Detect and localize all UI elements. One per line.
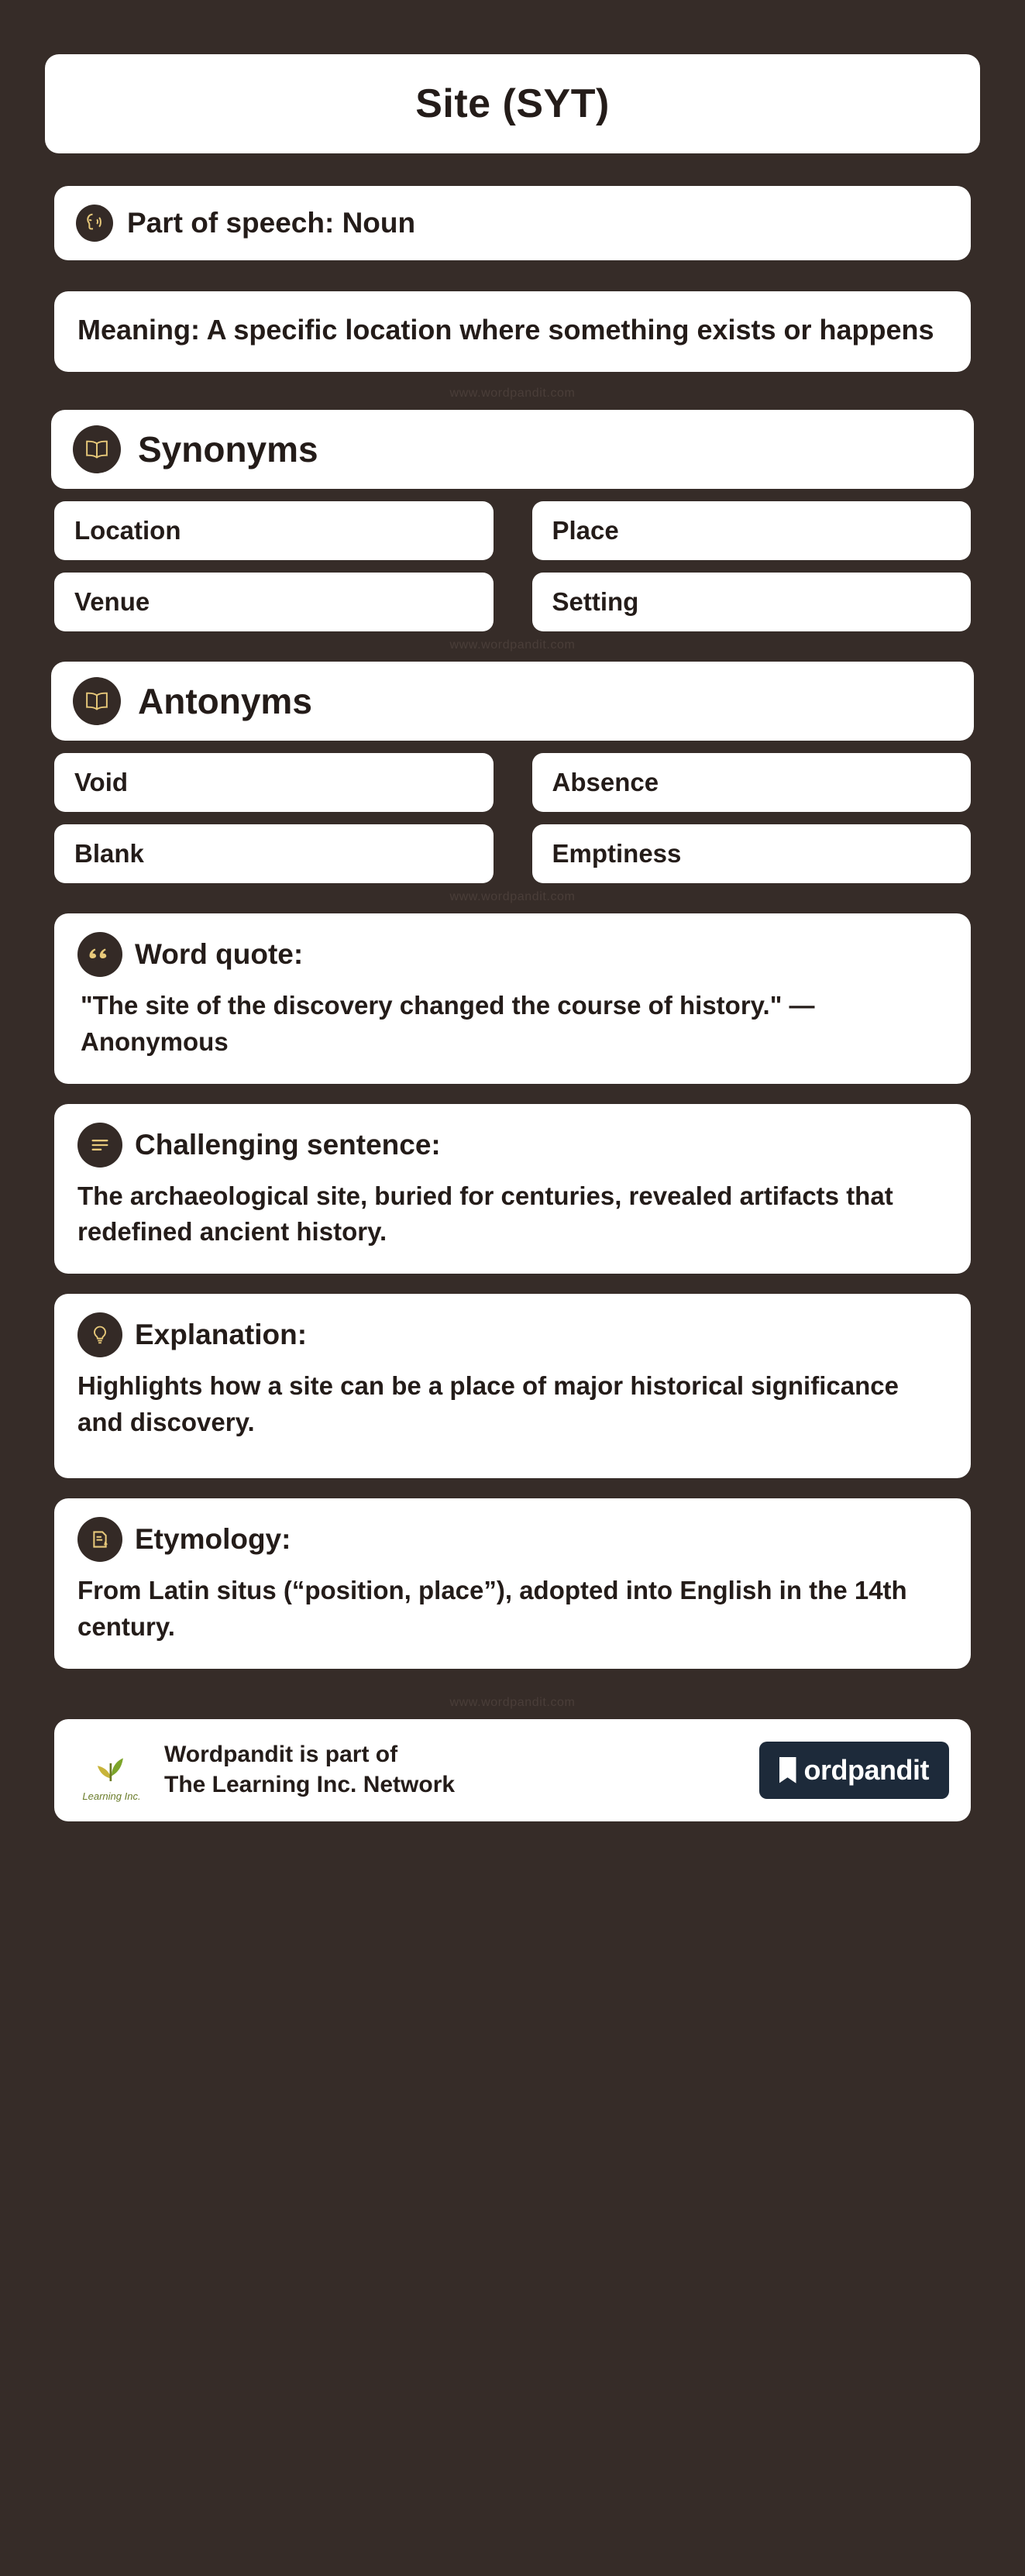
- open-book-icon: [73, 425, 121, 473]
- open-book-icon: [73, 677, 121, 725]
- meaning-card: [54, 291, 971, 372]
- watermark-3: www.wordpandit.com: [449, 889, 576, 903]
- list-item: Blank: [54, 824, 494, 883]
- footer-text: [164, 1740, 455, 1800]
- footer-left: [76, 1735, 455, 1806]
- antonyms-header: [51, 662, 974, 741]
- synonyms-heading: Synonyms: [138, 428, 318, 469]
- antonyms-list: [54, 753, 971, 883]
- explanation-text: Highlights how a site can be a place of major historical significance and discovery.: [77, 1371, 899, 1437]
- word-title-card: [45, 54, 980, 153]
- challenging-sentence-card: [54, 1104, 971, 1274]
- quote-icon: [77, 932, 122, 977]
- explanation-heading: Explanation:: [135, 1319, 308, 1351]
- watermark-4: www.wordpandit.com: [449, 1695, 576, 1709]
- word-quote-heading: Word quote:: [135, 937, 304, 970]
- meaning-text: Meaning: A specific location where something exists or happens: [77, 314, 934, 346]
- challenging-sentence-text: The archaeological site, buried for centuries, revealed artifacts that redefined ancient history.: [77, 1181, 893, 1247]
- list-item: Location: [54, 501, 494, 560]
- word-quote-card: [54, 913, 971, 1084]
- part-of-speech-label: Part of speech: Noun: [127, 207, 416, 239]
- word-quote-header: [77, 932, 948, 977]
- pencil-note-icon: [77, 1517, 122, 1562]
- etymology-heading: Etymology:: [135, 1523, 291, 1556]
- list-item: Place: [532, 501, 972, 560]
- etymology-text: From Latin situs (“position, place”), adopted into English in the 14th century.: [77, 1576, 907, 1641]
- synonyms-header: [51, 410, 974, 489]
- footer-line-1: Wordpandit is part of: [164, 1742, 398, 1768]
- challenging-sentence-heading: Challenging sentence:: [135, 1128, 441, 1161]
- challenging-sentence-header: [77, 1123, 948, 1168]
- list-item: Emptiness: [532, 824, 972, 883]
- lightbulb-icon: [77, 1312, 122, 1357]
- wordpandit-logo[interactable]: [759, 1742, 949, 1799]
- list-item: Venue: [54, 573, 494, 631]
- word-quote-text: "The site of the discovery changed the course of history." — Anonymous: [81, 990, 815, 1056]
- antonyms-heading: Antonyms: [138, 680, 312, 721]
- synonyms-list: [54, 501, 971, 631]
- list-item: Absence: [532, 753, 972, 812]
- speaking-head-icon: [76, 205, 113, 242]
- list-item: Setting: [532, 573, 972, 631]
- brand-label: ordpandit: [803, 1753, 929, 1786]
- bookmark-flag-icon: [779, 1757, 796, 1783]
- part-of-speech-card: [54, 186, 971, 260]
- text-lines-icon: [77, 1123, 122, 1168]
- watermark-2: www.wordpandit.com: [449, 638, 576, 652]
- explanation-header: [77, 1312, 948, 1357]
- watermark-1: www.wordpandit.com: [449, 386, 576, 400]
- logo-caption: Learning Inc.: [82, 1790, 141, 1803]
- footer-line-2: The Learning Inc. Network: [164, 1771, 456, 1797]
- tree-logo-icon: [76, 1735, 147, 1806]
- explanation-card: [54, 1294, 971, 1478]
- footer-card: [54, 1719, 971, 1821]
- etymology-card: [54, 1498, 971, 1669]
- etymology-header: [77, 1517, 948, 1562]
- page-title: Site (SYT): [415, 81, 610, 126]
- list-item: Void: [54, 753, 494, 812]
